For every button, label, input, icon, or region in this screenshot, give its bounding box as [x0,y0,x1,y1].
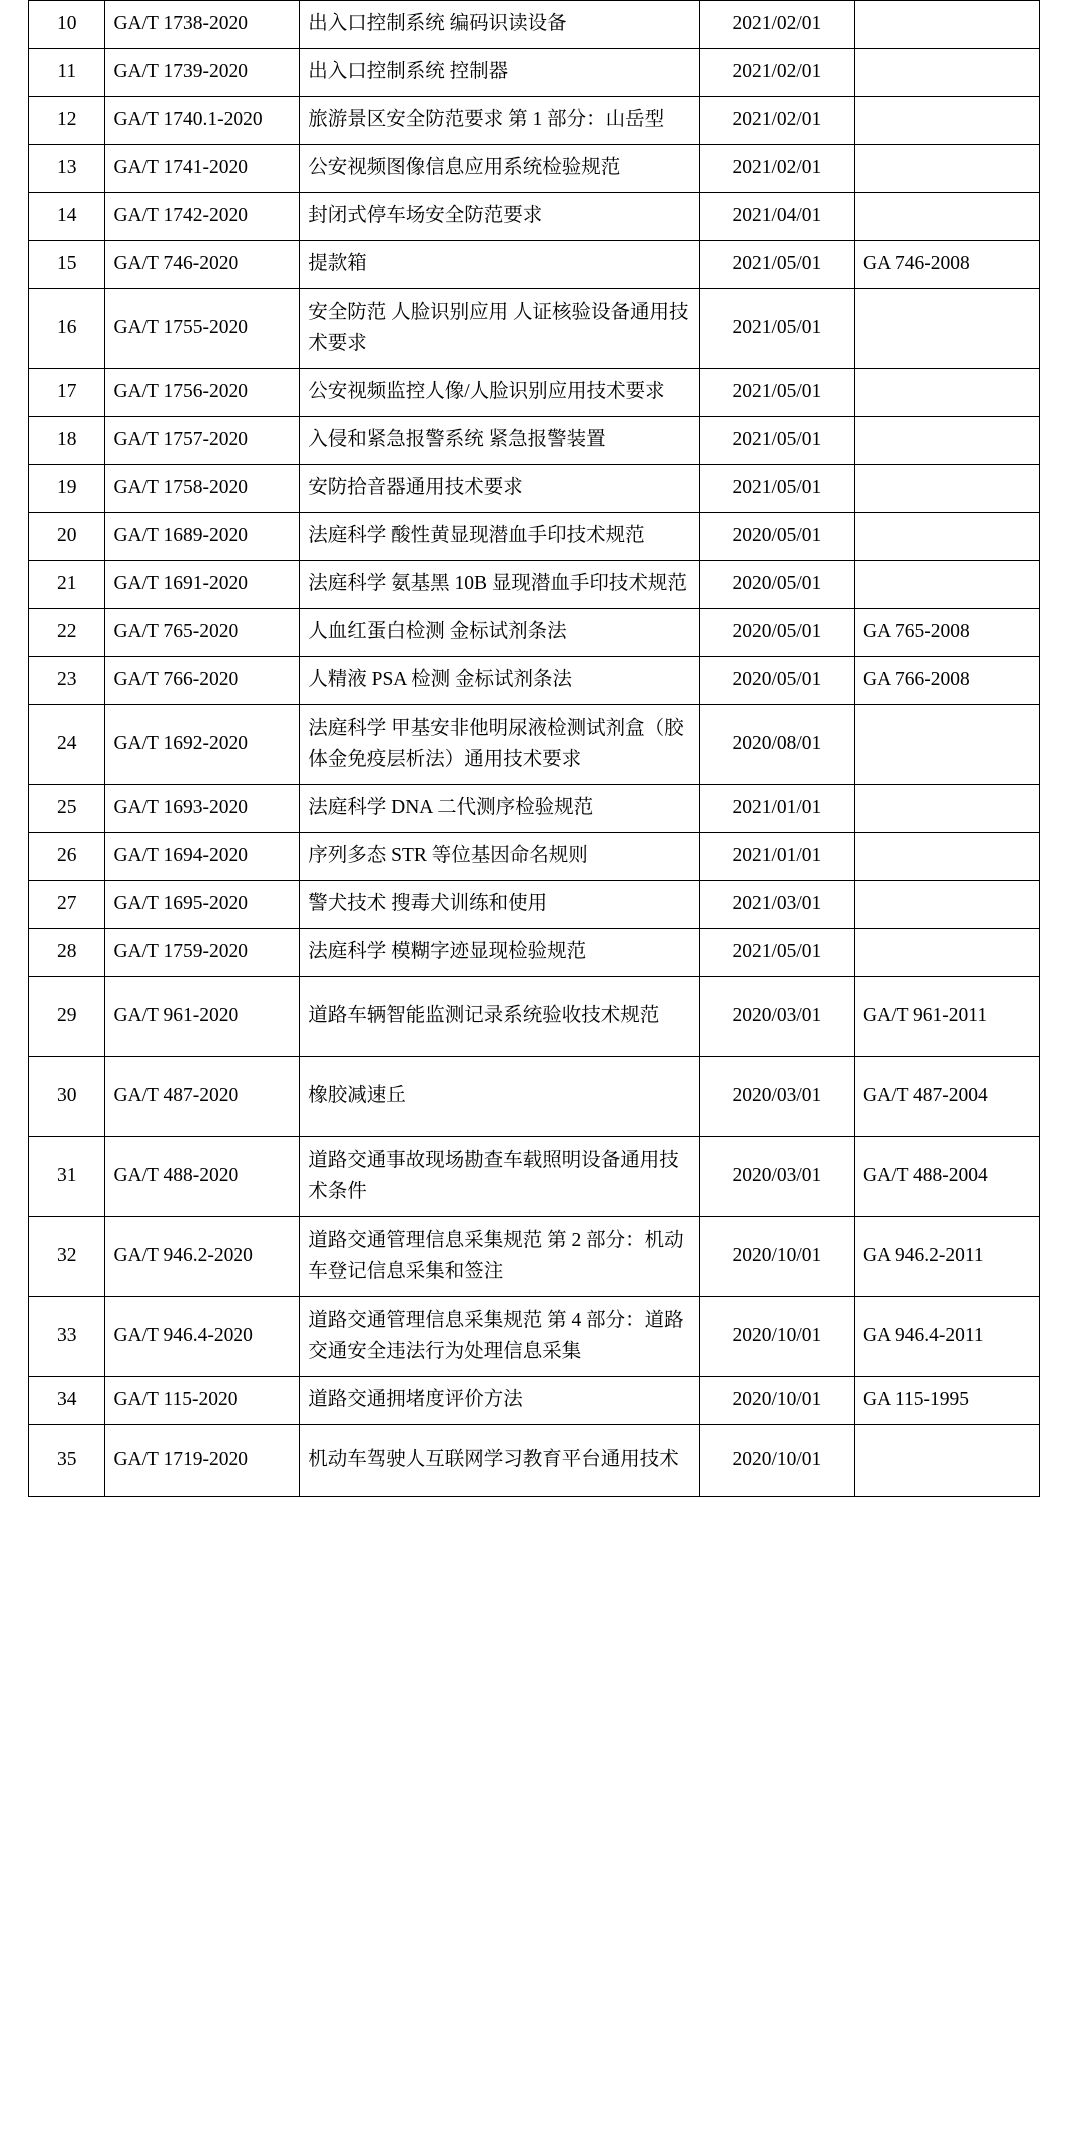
replaced-standard [855,561,1040,609]
standard-code: GA/T 1695-2020 [105,881,300,929]
replaced-standard [855,881,1040,929]
standard-code: GA/T 946.2-2020 [105,1217,300,1297]
replaced-standard [855,417,1040,465]
standard-name: 公安视频图像信息应用系统检验规范 [300,145,699,193]
row-number: 32 [29,1217,105,1297]
table-row [29,977,1040,1057]
replaced-standard [855,1,1040,49]
replaced-standard: GA/T 961-2011 [855,977,1040,1057]
standard-code: GA/T 766-2020 [105,657,300,705]
table-row [29,49,1040,97]
table-row [29,609,1040,657]
replaced-standard: GA 946.4-2011 [855,1297,1040,1377]
standard-code: GA/T 1759-2020 [105,929,300,977]
implementation-date: 2020/03/01 [699,1137,854,1217]
table-row [29,881,1040,929]
implementation-date: 2021/05/01 [699,289,854,369]
replaced-standard: GA 766-2008 [855,657,1040,705]
replaced-standard: GA 946.2-2011 [855,1217,1040,1297]
standard-name: 道路交通拥堵度评价方法 [300,1377,699,1425]
standard-name: 公安视频监控人像/人脸识别应用技术要求 [300,369,699,417]
row-number: 26 [29,833,105,881]
standard-name: 法庭科学 DNA 二代测序检验规范 [300,785,699,833]
replaced-standard [855,49,1040,97]
implementation-date: 2021/02/01 [699,1,854,49]
standard-code: GA/T 1756-2020 [105,369,300,417]
replaced-standard [855,465,1040,513]
row-number: 24 [29,705,105,785]
standard-code: GA/T 1692-2020 [105,705,300,785]
implementation-date: 2021/05/01 [699,241,854,289]
table-row [29,369,1040,417]
implementation-date: 2020/08/01 [699,705,854,785]
row-number: 11 [29,49,105,97]
row-number: 18 [29,417,105,465]
replaced-standard [855,833,1040,881]
row-number: 20 [29,513,105,561]
row-number: 31 [29,1137,105,1217]
standard-code: GA/T 1719-2020 [105,1425,300,1497]
row-number: 30 [29,1057,105,1137]
implementation-date: 2020/03/01 [699,1057,854,1137]
standard-code: GA/T 1691-2020 [105,561,300,609]
table-row [29,833,1040,881]
table-row [29,657,1040,705]
row-number: 25 [29,785,105,833]
standard-name: 道路交通管理信息采集规范 第 2 部分：机动车登记信息采集和签注 [300,1217,699,1297]
row-number: 10 [29,1,105,49]
standard-name: 出入口控制系统 编码识读设备 [300,1,699,49]
replaced-standard [855,97,1040,145]
implementation-date: 2020/05/01 [699,561,854,609]
standard-name: 旅游景区安全防范要求 第 1 部分：山岳型 [300,97,699,145]
replaced-standard [855,1425,1040,1497]
replaced-standard [855,145,1040,193]
standard-name: 警犬技术 搜毒犬训练和使用 [300,881,699,929]
implementation-date: 2021/05/01 [699,417,854,465]
standard-name: 安全防范 人脸识别应用 人证核验设备通用技术要求 [300,289,699,369]
row-number: 21 [29,561,105,609]
replaced-standard [855,369,1040,417]
table-row [29,929,1040,977]
standard-name: 出入口控制系统 控制器 [300,49,699,97]
table-row [29,417,1040,465]
implementation-date: 2020/10/01 [699,1425,854,1497]
table-row [29,513,1040,561]
standard-code: GA/T 1757-2020 [105,417,300,465]
standard-name: 法庭科学 甲基安非他明尿液检测试剂盒（胶体金免疫层析法）通用技术要求 [300,705,699,785]
standard-code: GA/T 1742-2020 [105,193,300,241]
standard-name: 序列多态 STR 等位基因命名规则 [300,833,699,881]
implementation-date: 2020/05/01 [699,657,854,705]
standard-code: GA/T 1758-2020 [105,465,300,513]
replaced-standard [855,785,1040,833]
standard-code: GA/T 746-2020 [105,241,300,289]
implementation-date: 2021/03/01 [699,881,854,929]
table-row [29,1297,1040,1377]
standard-code: GA/T 1738-2020 [105,1,300,49]
row-number: 33 [29,1297,105,1377]
standard-code: GA/T 1689-2020 [105,513,300,561]
standard-code: GA/T 487-2020 [105,1057,300,1137]
implementation-date: 2021/05/01 [699,465,854,513]
table-row [29,1,1040,49]
table-row [29,1217,1040,1297]
row-number: 23 [29,657,105,705]
table-row [29,705,1040,785]
implementation-date: 2021/02/01 [699,145,854,193]
row-number: 22 [29,609,105,657]
standard-name: 封闭式停车场安全防范要求 [300,193,699,241]
row-number: 15 [29,241,105,289]
table-row [29,241,1040,289]
standard-name: 橡胶减速丘 [300,1057,699,1137]
standard-code: GA/T 1739-2020 [105,49,300,97]
standard-code: GA/T 961-2020 [105,977,300,1057]
row-number: 29 [29,977,105,1057]
standard-name: 法庭科学 酸性黄显现潜血手印技术规范 [300,513,699,561]
implementation-date: 2021/02/01 [699,97,854,145]
standard-name: 法庭科学 模糊字迹显现检验规范 [300,929,699,977]
standard-code: GA/T 946.4-2020 [105,1297,300,1377]
table-row [29,145,1040,193]
table-row [29,97,1040,145]
standard-code: GA/T 115-2020 [105,1377,300,1425]
row-number: 13 [29,145,105,193]
standard-code: GA/T 488-2020 [105,1137,300,1217]
standard-name: 道路车辆智能监测记录系统验收技术规范 [300,977,699,1057]
replaced-standard: GA 765-2008 [855,609,1040,657]
row-number: 16 [29,289,105,369]
table-row [29,561,1040,609]
standard-name: 入侵和紧急报警系统 紧急报警装置 [300,417,699,465]
implementation-date: 2021/05/01 [699,929,854,977]
row-number: 14 [29,193,105,241]
standard-code: GA/T 1740.1-2020 [105,97,300,145]
row-number: 35 [29,1425,105,1497]
standard-name: 道路交通管理信息采集规范 第 4 部分：道路交通安全违法行为处理信息采集 [300,1297,699,1377]
table-row [29,1057,1040,1137]
standard-code: GA/T 1694-2020 [105,833,300,881]
implementation-date: 2021/05/01 [699,369,854,417]
implementation-date: 2020/10/01 [699,1297,854,1377]
table-row [29,1377,1040,1425]
table-row [29,465,1040,513]
implementation-date: 2020/10/01 [699,1217,854,1297]
implementation-date: 2021/02/01 [699,49,854,97]
table-row [29,193,1040,241]
standard-name: 人血红蛋白检测 金标试剂条法 [300,609,699,657]
row-number: 27 [29,881,105,929]
standard-name: 提款箱 [300,241,699,289]
row-number: 34 [29,1377,105,1425]
table-row [29,1137,1040,1217]
table-row [29,289,1040,369]
implementation-date: 2020/10/01 [699,1377,854,1425]
implementation-date: 2021/01/01 [699,785,854,833]
replaced-standard: GA/T 488-2004 [855,1137,1040,1217]
implementation-date: 2020/05/01 [699,513,854,561]
standard-code: GA/T 1755-2020 [105,289,300,369]
table-row [29,785,1040,833]
standard-name: 法庭科学 氨基黑 10B 显现潜血手印技术规范 [300,561,699,609]
replaced-standard: GA 115-1995 [855,1377,1040,1425]
standard-code: GA/T 765-2020 [105,609,300,657]
implementation-date: 2020/05/01 [699,609,854,657]
replaced-standard: GA 746-2008 [855,241,1040,289]
table-row [29,1425,1040,1497]
standard-name: 道路交通事故现场勘查车载照明设备通用技术条件 [300,1137,699,1217]
standard-code: GA/T 1693-2020 [105,785,300,833]
standard-name: 机动车驾驶人互联网学习教育平台通用技术 [300,1425,699,1497]
replaced-standard: GA/T 487-2004 [855,1057,1040,1137]
implementation-date: 2020/03/01 [699,977,854,1057]
standard-name: 安防拾音器通用技术要求 [300,465,699,513]
row-number: 19 [29,465,105,513]
row-number: 17 [29,369,105,417]
replaced-standard [855,513,1040,561]
replaced-standard [855,289,1040,369]
replaced-standard [855,705,1040,785]
standards-table [28,0,1040,1497]
implementation-date: 2021/01/01 [699,833,854,881]
row-number: 28 [29,929,105,977]
standard-name: 人精液 PSA 检测 金标试剂条法 [300,657,699,705]
row-number: 12 [29,97,105,145]
standard-code: GA/T 1741-2020 [105,145,300,193]
replaced-standard [855,929,1040,977]
implementation-date: 2021/04/01 [699,193,854,241]
replaced-standard [855,193,1040,241]
